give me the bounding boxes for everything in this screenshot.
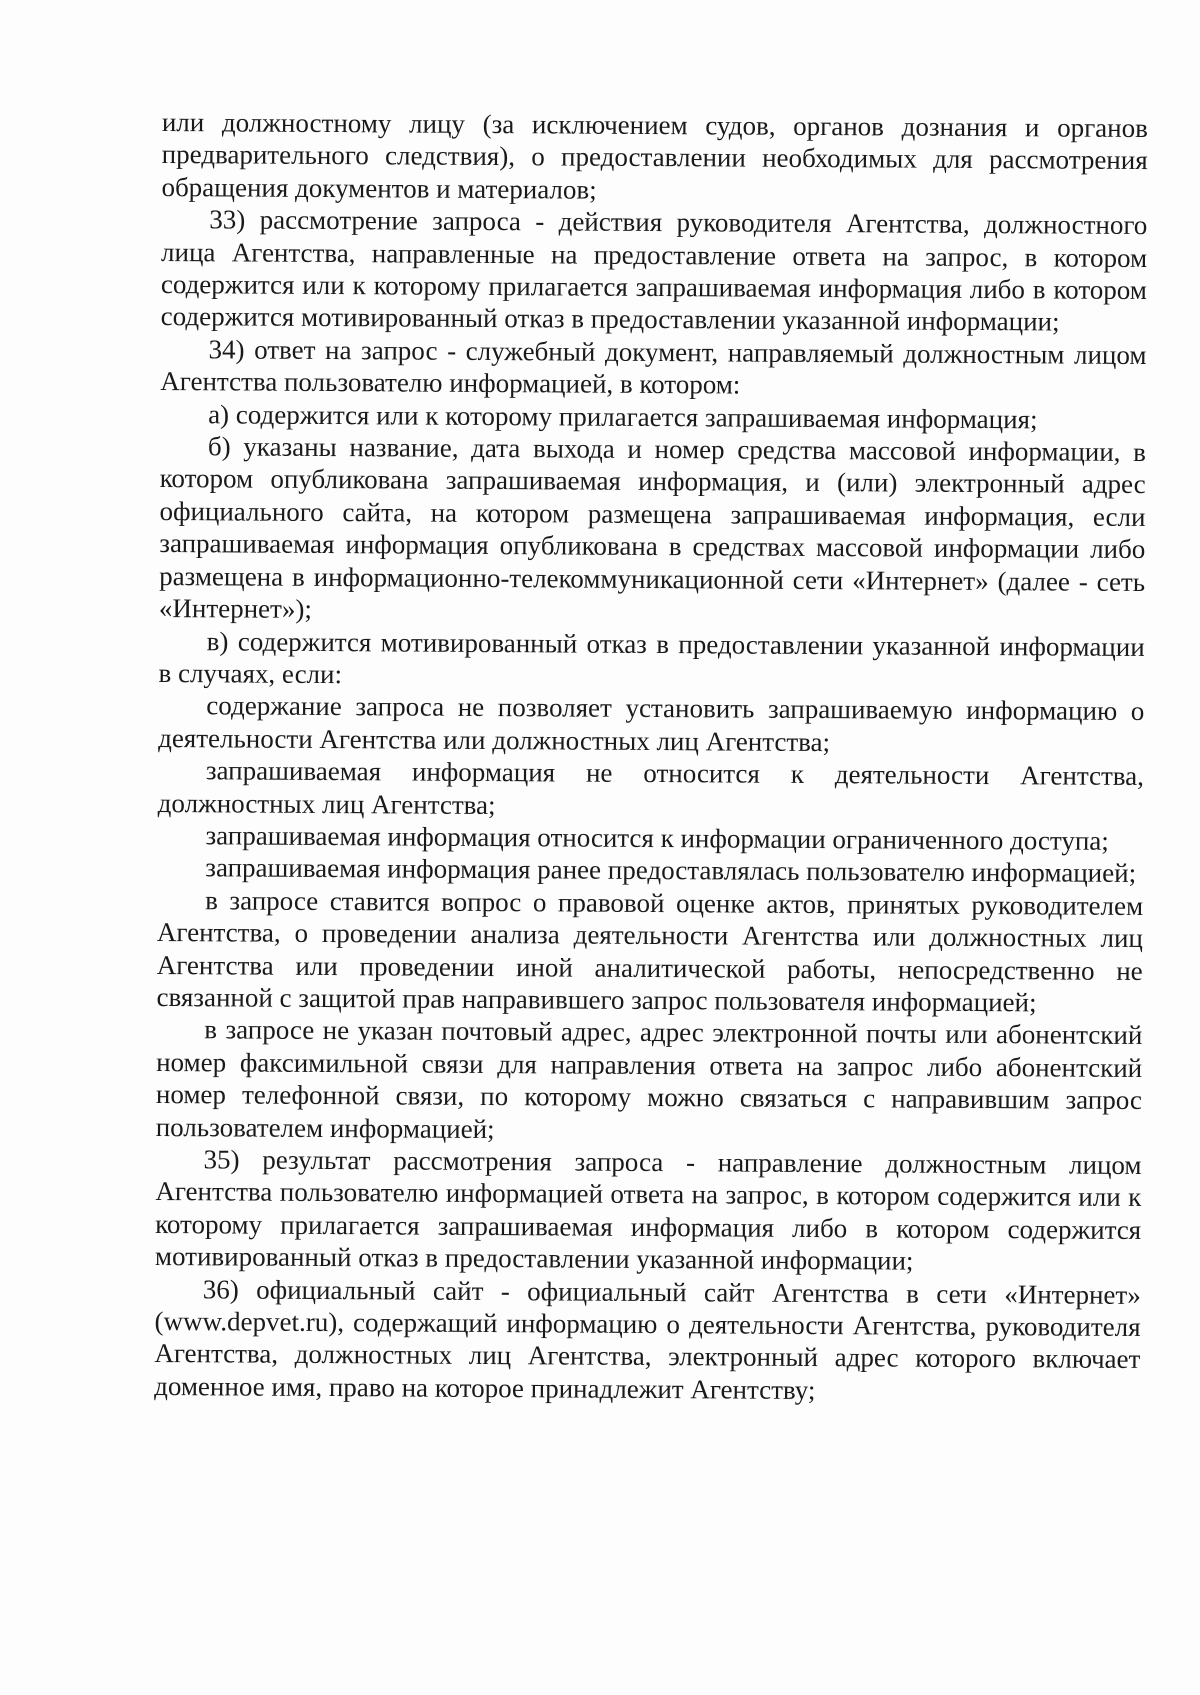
paragraph-refusal-case-5: в запросе ставится вопрос о правовой оценке актов, принятых руководителем Агентства, о проведении анализа деятельности Агентства или должностных лиц Агентства или проведении иной аналитической работы, непосредственно не связанной с защитой прав направившего запрос пользователя информацией; — [156, 885, 1144, 1018]
paragraph-34b: б) указаны название, дата выхода и номер средства массовой информации, в котором опубликована запрашиваемая информация, и (или) электронный адрес официального сайта, на котором размещена запрашиваемая информация, если запрашиваемая информация опубликована в средствах массовой информации либо размещена в информационно-телекоммуникационной сети «Интернет» (далее - сеть «Интернет»); — [158, 431, 1146, 625]
paragraph-34-request-answer: 34) ответ на запрос - служебный документ, направляемый должностным лицом Агентства пользователю информацией, в котором: — [160, 334, 1147, 400]
paragraph-refusal-case-3: запрашиваемая информация относится к информации ограниченного доступа; — [205, 820, 1109, 856]
paragraph-refusal-case-2: запрашиваемая информация не относится к деятельности Агентства, должностных лиц Агентства; — [157, 755, 1145, 820]
document-body — [154, 106, 1148, 1408]
paragraph-34a: а) содержится или к которому прилагается запрашиваемая информация; — [208, 398, 1038, 435]
paragraph-refusal-case-1: содержание запроса не позволяет установить запрашиваемую информацию о деятельности Агентства или должностных лиц Агентства; — [158, 690, 1145, 757]
paragraph-34v: в) содержится мотивированный отказ в предоставлении указанной информации в случаях, если: — [158, 625, 1145, 690]
paragraph-refusal-case-4: запрашиваемая информация ранее предоставлялась пользователю информацией; — [205, 852, 1137, 889]
paragraph-36-official-site: 36) официальный сайт - официальный сайт Агентства в сети «Интернет» (www.depvet.ru), содержащий информацию о деятельности Агентства, руководителя Агентства, должностных лиц Агентства, электронный адрес которого включает доменное имя, право на которое принадлежит Агентству; — [154, 1273, 1141, 1405]
paragraph-33-request-review: 33) рассмотрение запроса - действия руководителя Агентства, должностного лица Агентства, направленные на предоставление ответа на запрос, в котором содержится или к которому прилагается запрашиваемая информация либо в котором содержится мотивированный отказ в предоставлении указанной информации; — [160, 204, 1148, 337]
paragraph-refusal-case-6: в запросе не указан почтовый адрес, адрес электронной почты или абонентский номер факсимильной связи для направления ответа на запрос либо абонентский номер телефонной связи, по которому можно связаться с направившим запрос пользователем информацией; — [155, 1014, 1143, 1144]
paragraph-continuation: или должностному лицу (за исключением судов, органов дознания и органов предварительного следствия), о предоставлении необходимых для рассмотрения обращения документов и материалов; — [161, 106, 1148, 205]
paragraph-35-review-result: 35) результат рассмотрения запроса - направление должностным лицом Агентства пользователю информацией ответа на запрос, в котором содержится или к которому прилагается запрашиваемая информация либо в котором содержится мотивированный отказ в предоставлении указанной информации; — [154, 1144, 1142, 1276]
